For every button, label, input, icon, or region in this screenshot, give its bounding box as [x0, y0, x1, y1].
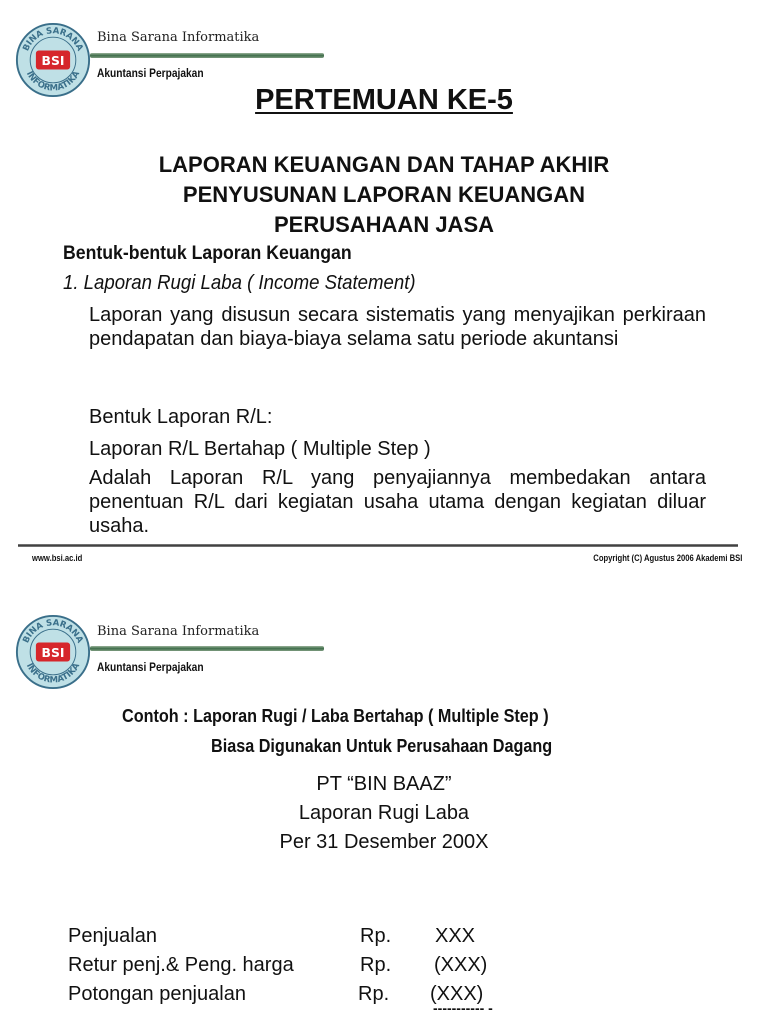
- svg-text:BSI: BSI: [41, 645, 65, 660]
- row-currency: Rp.: [360, 925, 392, 947]
- subtitle: [90, 150, 678, 240]
- company-block: [0, 770, 768, 857]
- header-divider: [90, 646, 324, 651]
- statement-row: [68, 922, 568, 951]
- statement-row: [68, 980, 568, 1009]
- svg-text:BINA SARANA: BINA SARANA: [21, 26, 85, 53]
- svg-text:BSI: BSI: [41, 53, 65, 68]
- footer-divider: [18, 544, 368, 547]
- org-name: Bina Sarana Informatika: [97, 30, 260, 45]
- subtitle-line: PERUSAHAAN JASA: [273, 212, 495, 237]
- row-amount: XXX: [435, 925, 476, 947]
- usage-note: Biasa Digunakan Untuk Perusahaan Dagang: [211, 736, 553, 756]
- course-name: Akuntansi Perpajakan: [97, 66, 204, 80]
- header-divider: [90, 53, 324, 58]
- footer-copyright: Copyright (C) Agustus 2006 Akademi BSI: [592, 553, 742, 563]
- row-amount: (XXX): [434, 954, 488, 976]
- slide-2: [0, 600, 768, 1024]
- row-amount: (XXX): [430, 983, 484, 1005]
- subtotal-rule: ----------- -: [433, 1000, 493, 1016]
- row-currency: Rp.: [360, 954, 392, 976]
- footer-divider: [368, 544, 738, 547]
- svg-text:INFORMATIKA: INFORMATIKA: [23, 661, 83, 686]
- page-title: PERTEMUAN KE-5: [255, 84, 513, 116]
- svg-text:INFORMATIKA: INFORMATIKA: [23, 69, 83, 94]
- type-label: Laporan R/L Bertahap ( Multiple Step ): [89, 438, 431, 460]
- statement-row: [68, 951, 568, 980]
- definition-paragraph: Laporan yang disusun secara sistematis yang menyajikan perkiraan pendapatan dan biaya-biaya selama satu periode akuntansi: [89, 304, 706, 350]
- footer-website: www.bsi.ac.id: [32, 553, 83, 563]
- report-date: Per 31 Desember 200X: [279, 831, 489, 853]
- company-name: PT “BIN BAAZ”: [316, 773, 452, 795]
- form-label: Bentuk Laporan R/L:: [89, 406, 273, 428]
- subtitle-line: LAPORAN KEUANGAN DAN TAHAP AKHIR: [158, 152, 610, 177]
- course-name: Akuntansi Perpajakan: [97, 660, 204, 674]
- subtitle-line: PENYUSUNAN LAPORAN KEUANGAN: [182, 182, 586, 207]
- section-heading: Bentuk-bentuk Laporan Keuangan: [63, 243, 352, 264]
- type-description: Adalah Laporan R/L yang penyajiannya membedakan antara penentuan R/L dari kegiatan usaha utama dengan kegiatan diluar usaha.: [89, 467, 706, 537]
- item-heading: 1. Laporan Rugi Laba ( Income Statement): [63, 272, 416, 294]
- row-label: Potongan penjualan: [68, 983, 246, 1005]
- row-label: Penjualan: [68, 925, 157, 947]
- bsi-logo-icon: [15, 614, 91, 690]
- report-name: Laporan Rugi Laba: [298, 802, 470, 824]
- example-heading: Contoh : Laporan Rugi / Laba Bertahap ( Multiple Step ): [122, 706, 549, 726]
- income-statement-rows: [68, 922, 568, 1009]
- svg-text:BINA SARANA: BINA SARANA: [21, 618, 85, 645]
- row-label: Retur penj.& Peng. harga: [68, 954, 294, 976]
- org-name: Bina Sarana Informatika: [97, 624, 260, 639]
- row-currency: Rp.: [358, 983, 390, 1005]
